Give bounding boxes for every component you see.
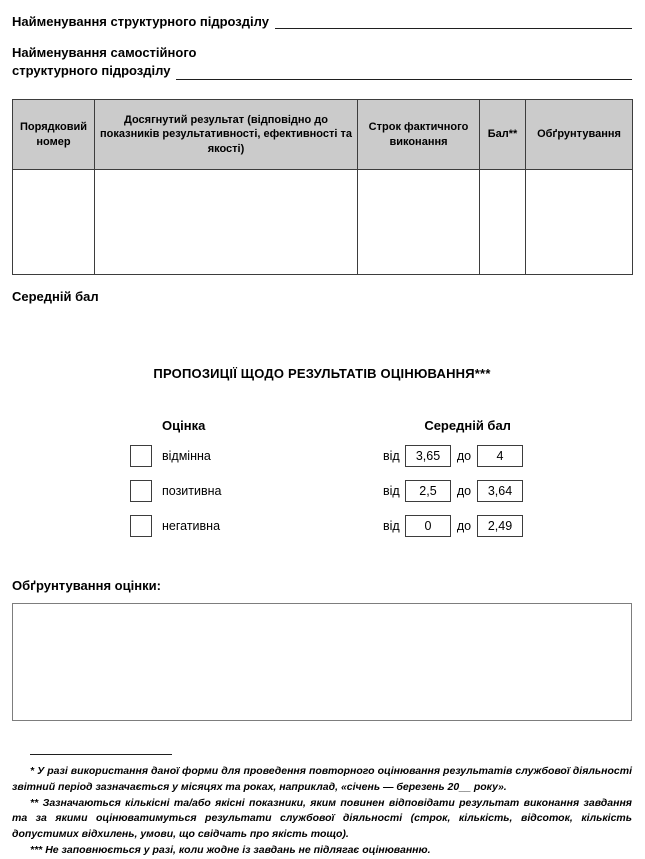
footnotes xyxy=(12,764,632,859)
evaluation-table xyxy=(12,99,633,275)
range-to-value: 2,49 xyxy=(477,515,523,537)
proposals-title: ПРОПОЗИЦІЇ ЩОДО РЕЗУЛЬТАТІВ ОЦІНЮВАННЯ*** xyxy=(153,366,491,381)
footnote-3-text: Не заповнюється у разі, коли жодне із завдань не підлягає оцінюванню. xyxy=(45,843,431,856)
rating-row-excellent xyxy=(130,444,632,468)
to-label: до xyxy=(456,519,472,533)
excellent-checkbox[interactable] xyxy=(130,445,152,467)
from-label: від xyxy=(383,449,400,463)
to-label: до xyxy=(456,484,472,498)
justification-label: Обґрунтування оцінки: xyxy=(12,578,161,593)
footnote-3 xyxy=(12,843,632,859)
cell-serial-number[interactable] xyxy=(13,170,95,275)
footnote-2-marker: ** xyxy=(30,796,39,809)
structural-unit-fill-line[interactable] xyxy=(275,12,632,29)
structural-unit-field xyxy=(12,12,632,29)
rating-row-negative xyxy=(130,514,632,538)
independent-unit-label-line1: Найменування самостійного xyxy=(12,45,197,60)
from-label: від xyxy=(383,519,400,533)
independent-unit-field xyxy=(12,44,632,80)
negative-checkbox[interactable] xyxy=(130,515,152,537)
average-score-label: Середній бал xyxy=(12,289,99,304)
from-label: від xyxy=(383,484,400,498)
footnote-3-marker: *** xyxy=(30,843,43,856)
range-to-value: 3,64 xyxy=(477,480,523,502)
footnote-2 xyxy=(12,796,632,843)
range-from-value: 2,5 xyxy=(405,480,451,502)
independent-unit-fill-line[interactable] xyxy=(176,63,632,80)
table-header-row xyxy=(13,100,633,170)
col-header-actual-deadline: Строк фактичного виконання xyxy=(358,100,480,170)
positive-checkbox[interactable] xyxy=(130,480,152,502)
independent-unit-label-line2: структурного підрозділу xyxy=(12,63,171,78)
footnote-1-marker: * xyxy=(30,765,35,777)
cell-justification[interactable] xyxy=(526,170,633,275)
footnote-separator xyxy=(30,754,172,755)
cell-score[interactable] xyxy=(480,170,526,275)
proposals-column-headers xyxy=(12,418,632,433)
footnote-2-text: Зазначаються кількісні та/або якісні показники, яким повинен відповідати результат виконання завдання та за якими оцінюватимуться результати службової діяльності (строк, кількість, відсоток, кількість допустимих відхилень, умови, що свідчать про якість тощо). xyxy=(12,796,632,840)
range-to-value: 4 xyxy=(477,445,523,467)
col-header-score: Бал** xyxy=(480,100,526,170)
col-header-justification: Обґрунтування xyxy=(526,100,633,170)
cell-actual-deadline[interactable] xyxy=(358,170,480,275)
rating-label: відмінна xyxy=(162,449,211,463)
to-label: до xyxy=(456,449,472,463)
rating-label: позитивна xyxy=(162,484,222,498)
range-from-value: 3,65 xyxy=(405,445,451,467)
range-from-value: 0 xyxy=(405,515,451,537)
footnote-1-text: У разі використання даної форми для проведення повторного оцінювання результатів службової діяльності звітний період зазначається у місяцях та роках, наприклад, «січень — березень 20__ року». xyxy=(12,765,632,793)
col-header-achieved-result: Досягнутий результат (відповідно до показників результативності, ефективності та якості) xyxy=(95,100,358,170)
rating-column-header: Оцінка xyxy=(162,418,206,433)
footnote-1 xyxy=(12,764,632,796)
table-empty-row xyxy=(13,170,633,275)
col-header-serial-number: Порядковий номер xyxy=(13,100,95,170)
average-score-column-header: Середній бал xyxy=(424,418,511,433)
cell-achieved-result[interactable] xyxy=(95,170,358,275)
justification-textbox[interactable] xyxy=(12,603,632,721)
rating-row-positive xyxy=(130,479,632,503)
rating-label: негативна xyxy=(162,519,221,533)
structural-unit-label: Найменування структурного підрозділу xyxy=(12,14,269,29)
